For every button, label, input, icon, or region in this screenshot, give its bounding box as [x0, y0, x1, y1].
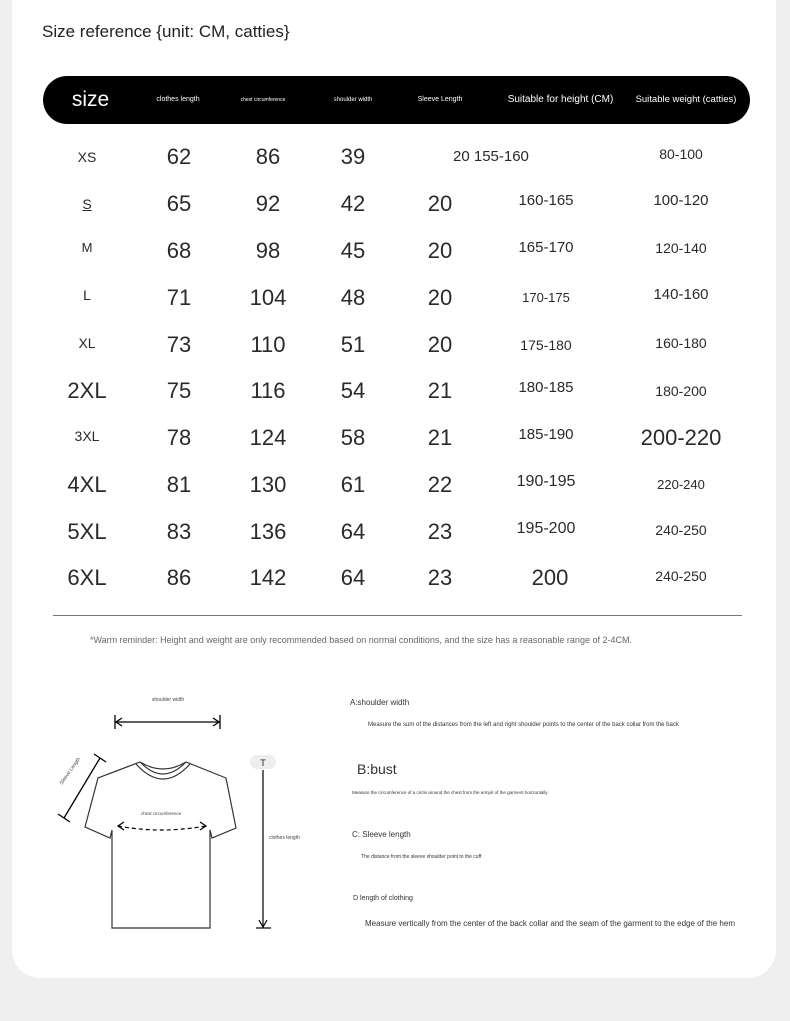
cell-sleeve: 20: [427, 238, 453, 263]
desc-a-title: A:shoulder width: [350, 698, 410, 707]
cell-weight: 220-240: [657, 477, 705, 492]
desc-d-text: Measure vertically from the center of the back collar and the seam of the garment to the edge of the hem: [365, 919, 735, 928]
cell-weight: 240-250: [655, 568, 707, 584]
header-size: size: [71, 88, 110, 111]
cell-height: 195-200: [516, 520, 576, 537]
cell-length: 86: [166, 565, 192, 590]
cell-sleeve: 21: [427, 378, 453, 403]
cell-size: L: [83, 287, 91, 303]
cell-height: [496, 137, 596, 177]
cell-shoulder: 45: [340, 238, 366, 263]
desc-c-text: The distance from the sleeve shoulder point to the cuff: [361, 854, 482, 860]
cell-height: 165-170: [518, 239, 574, 256]
cell-length: 62: [166, 144, 192, 169]
cell-size: XL: [78, 335, 96, 351]
cell-shoulder: 39: [340, 144, 366, 169]
cell-length: 73: [166, 332, 192, 357]
cell-weight: 240-250: [655, 522, 707, 538]
cell-sleeve: 20: [427, 332, 453, 357]
shoulder-width-arrow: [115, 715, 220, 729]
cell-size: XS: [77, 149, 97, 165]
table-row: [43, 558, 750, 598]
cell-length: 65: [166, 191, 192, 216]
cell-sleeve: 20: [427, 285, 453, 310]
cell-height: 185-190: [518, 426, 574, 443]
cell-weight: 80-100: [659, 146, 703, 162]
header-sleeve: Sleeve Length: [417, 96, 463, 103]
header-clothes-length: clothes length: [156, 96, 200, 103]
cell-sleeve: 23: [427, 565, 453, 590]
cell-shoulder: 51: [340, 332, 366, 357]
cell-height: 200: [531, 565, 569, 590]
table-row: [43, 137, 750, 177]
cell-length: 83: [166, 519, 192, 544]
tshirt-outline: [85, 762, 236, 928]
table-header: [43, 76, 750, 124]
cell-height: 180-185: [518, 379, 574, 396]
table-row: [43, 418, 750, 458]
diagram-sleeve-label: Sleeve Length: [58, 756, 82, 787]
cell-sleeve: 22: [427, 472, 453, 497]
cell-weight: 120-140: [655, 240, 707, 256]
cell-size: S: [82, 196, 92, 212]
cell-shoulder: 64: [340, 565, 366, 590]
table-row: [43, 465, 750, 505]
desc-a-text: Measure the sum of the distances from the left and right shoulder points to the center of the back collar from the back: [368, 722, 679, 728]
cell-size: M: [81, 240, 93, 255]
length-arrow: [256, 770, 271, 928]
diagram-shoulder-label: shoulder width: [151, 697, 185, 703]
cell-chest: 98: [255, 238, 281, 263]
cell-chest: 142: [249, 565, 287, 590]
cell-size: 3XL: [74, 428, 100, 444]
cell-shoulder: 54: [340, 378, 366, 403]
table-row: [43, 325, 750, 365]
table-row: [43, 278, 750, 318]
cell-length: 68: [166, 238, 192, 263]
table-row: [43, 512, 750, 552]
diagram-length-label: clothes length: [269, 835, 300, 841]
cell-weight: 200-220: [640, 425, 722, 450]
cell-height: 190-195: [516, 473, 576, 490]
cell-shoulder: 48: [340, 285, 366, 310]
cell-size: 5XL: [67, 519, 107, 544]
cell-weight: 180-200: [655, 383, 707, 399]
cell-height: 160-165: [518, 192, 574, 209]
cell-chest: 104: [249, 285, 287, 310]
table-divider: [53, 615, 742, 616]
cell-size: 4XL: [67, 472, 107, 497]
table-row: [43, 231, 750, 271]
cell-sleeve: 21: [427, 425, 453, 450]
cell-sleeve: 20 155-160: [453, 148, 529, 165]
cell-weight: 100-120: [653, 192, 709, 209]
cell-length: 81: [166, 472, 192, 497]
cell-length: 78: [166, 425, 192, 450]
header-weight: Suitable weight (catties): [635, 94, 737, 105]
cell-chest: 110: [250, 332, 286, 357]
cell-length: 71: [166, 285, 192, 310]
cell-shoulder: 64: [340, 519, 366, 544]
cell-sleeve: 20: [427, 191, 453, 216]
page-title: Size reference {unit: CM, catties}: [42, 22, 290, 41]
cell-height: 175-180: [520, 337, 572, 353]
cell-chest: 130: [249, 472, 287, 497]
cell-shoulder: 61: [340, 472, 366, 497]
tshirt-diagram: [40, 690, 340, 940]
cell-sleeve: 23: [427, 519, 453, 544]
cell-shoulder: 42: [340, 191, 366, 216]
cell-weight: 140-160: [653, 286, 709, 303]
cell-length: 75: [166, 378, 192, 403]
cell-chest: 136: [249, 519, 287, 544]
header-height: Suitable for height (CM): [507, 94, 614, 105]
table-row: [43, 184, 750, 224]
desc-b-text: Measure the circumference of a circle around the chest from the armpit of the garment horizontally: [352, 790, 548, 795]
cell-chest: 116: [250, 378, 286, 403]
cell-size: 6XL: [67, 565, 107, 590]
cell-chest: 92: [255, 191, 281, 216]
header-shoulder: shoulder width: [333, 97, 373, 103]
cell-size: 2XL: [67, 378, 107, 403]
desc-c-title: C: Sleeve length: [352, 830, 411, 839]
cell-shoulder: 58: [340, 425, 366, 450]
table-row: [43, 371, 750, 411]
cell-weight: 160-180: [655, 335, 707, 351]
diagram-chest-label: chest circumference: [140, 811, 182, 816]
cell-height: 170-175: [522, 290, 570, 305]
desc-b-title: B:bust: [357, 761, 397, 777]
cell-chest: 86: [255, 144, 281, 169]
diagram-t-label: T: [260, 758, 266, 768]
warm-reminder: *Warm reminder: Height and weight are only recommended based on normal conditions, and the size has a reasonable range of 2-4CM.: [90, 635, 632, 645]
header-chest: chest circumference: [240, 97, 286, 103]
cell-chest: 124: [249, 425, 287, 450]
desc-d-title: D length of clothing: [353, 895, 413, 902]
